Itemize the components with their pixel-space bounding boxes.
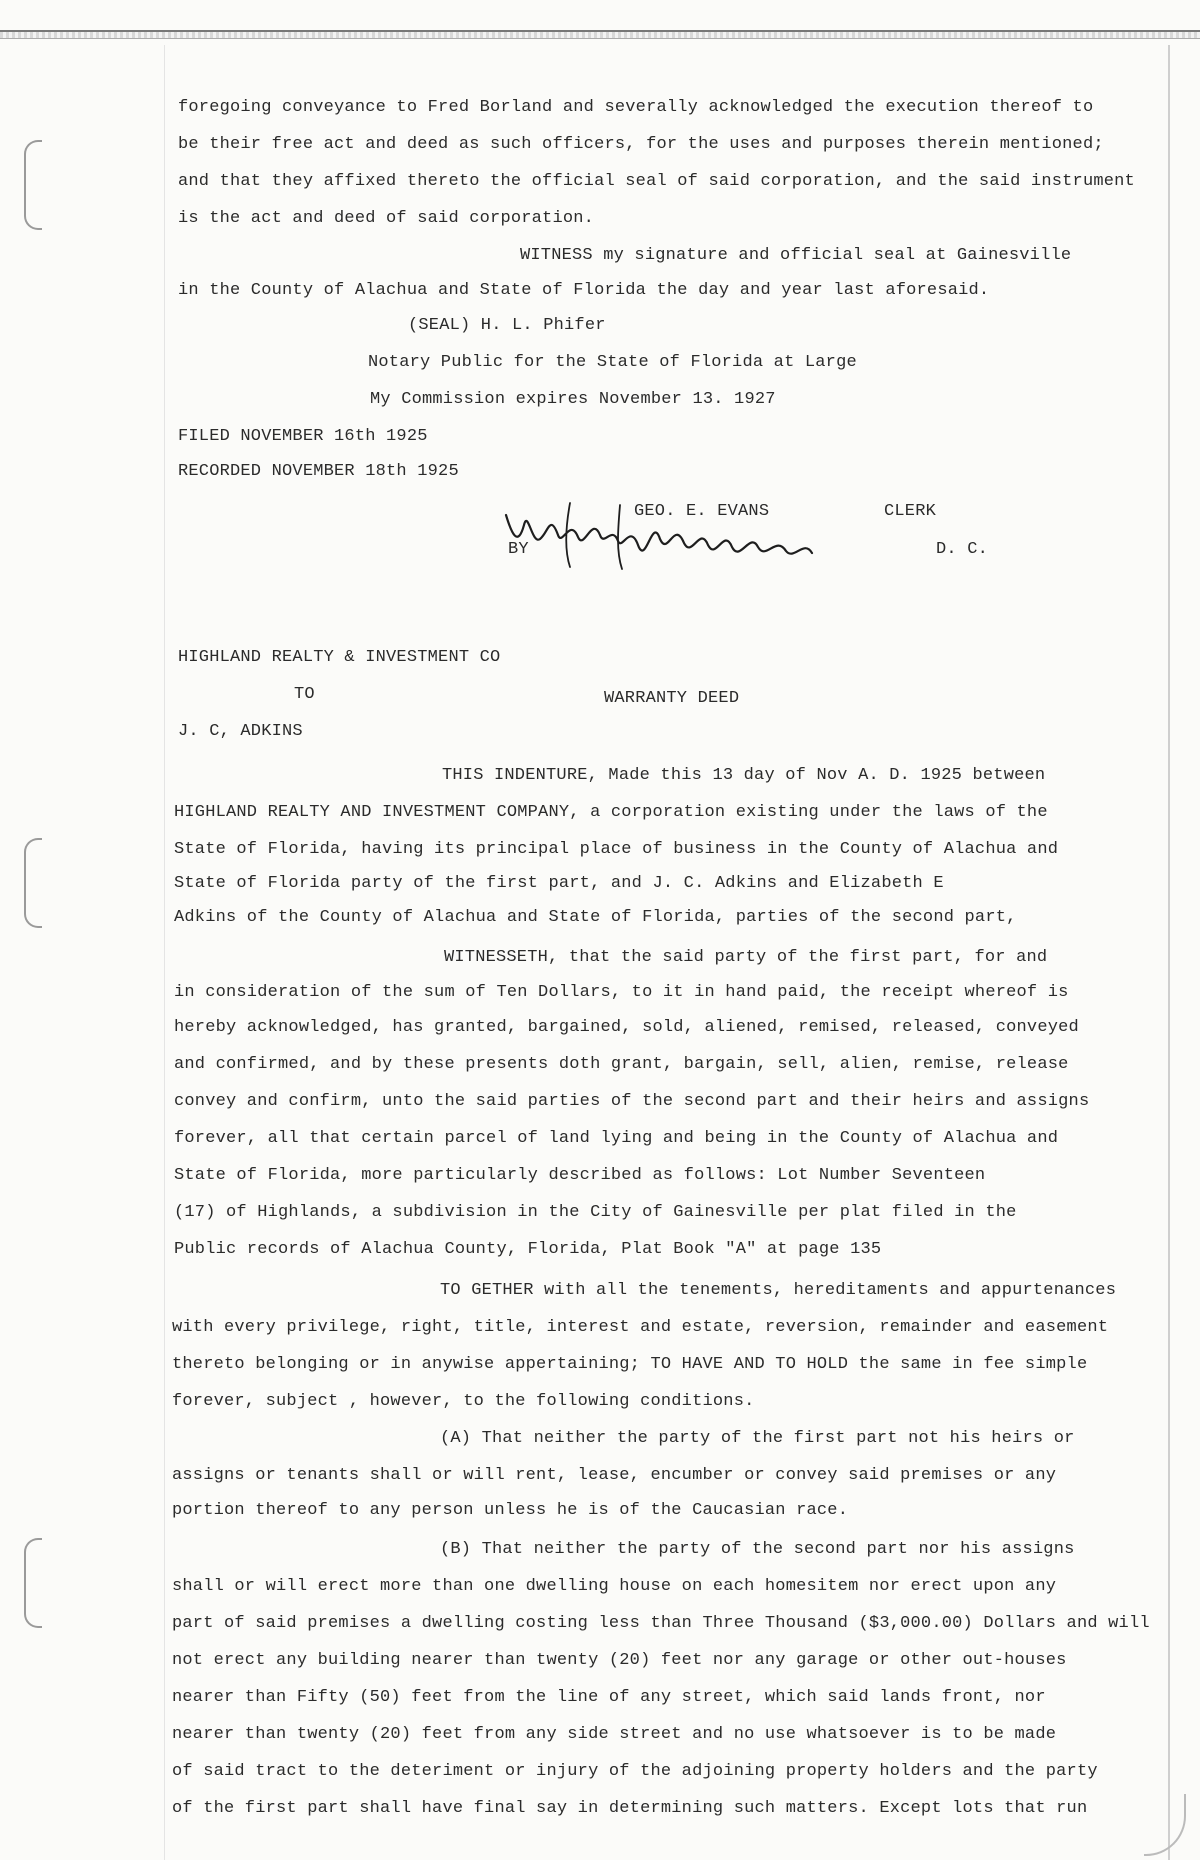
- notary-seal-name: (SEAL) H. L. Phifer: [408, 316, 606, 335]
- text-line: in consideration of the sum of Ten Dollars, to it in hand paid, the receipt whereof is: [174, 983, 1069, 1002]
- text-line: hereby acknowledged, has granted, bargained, sold, aliened, remised, released, conveyed: [174, 1018, 1079, 1037]
- text-line: (B) That neither the party of the second part nor his assigns: [440, 1540, 1075, 1559]
- text-line: nearer than twenty (20) feet from any side street and no use whatsoever is to be made: [172, 1725, 1057, 1744]
- text-line: (A) That neither the party of the first part not his heirs or: [440, 1429, 1075, 1448]
- clerk-name: GEO. E. EVANS: [634, 502, 770, 521]
- recorded-date: RECORDED NOVEMBER 18th 1925: [178, 462, 459, 481]
- text-line: of the first part shall have final say in determining such matters. Except lots that run: [172, 1799, 1088, 1818]
- notary-title: Notary Public for the State of Florida at Large: [368, 353, 857, 372]
- text-line: forever, all that certain parcel of land lying and being in the County of Alachua and: [174, 1129, 1059, 1148]
- text-line: and that they affixed thereto the official seal of said corporation, and the said instrument: [178, 172, 1135, 191]
- clerk-title: CLERK: [884, 502, 937, 521]
- text-line: part of said premises a dwelling costing less than Three Thousand ($3,000.00) Dollars and will: [172, 1614, 1150, 1633]
- text-line: shall or will erect more than one dwelling house on each homesitem nor erect upon any: [172, 1577, 1057, 1596]
- left-margin-line: [164, 45, 165, 1860]
- text-line: is the act and deed of said corporation.: [178, 209, 595, 228]
- binder-ring-icon: [24, 140, 42, 230]
- text-line: THIS INDENTURE, Made this 13 day of Nov A. D. 1925 between: [442, 766, 1046, 785]
- deed-type-heading: WARRANTY DEED: [604, 689, 740, 708]
- text-line: State of Florida, more particularly described as follows: Lot Number Seventeen: [174, 1166, 986, 1185]
- top-rule: [0, 30, 1200, 39]
- text-line: not erect any building nearer than twenty (20) feet nor any garage or other out-houses: [172, 1651, 1067, 1670]
- handwritten-signature: [500, 495, 820, 575]
- text-line: (17) of Highlands, a subdivision in the City of Gainesville per plat filed in the: [174, 1203, 1017, 1222]
- grantor-heading: HIGHLAND REALTY & INVESTMENT CO: [178, 648, 501, 667]
- right-page-edge: [1168, 45, 1170, 1860]
- text-line: of said tract to the deteriment or injury of the adjoining property holders and the party: [172, 1762, 1098, 1781]
- by-label: BY: [508, 540, 529, 559]
- text-line: convey and confirm, unto the said parties of the second part and their heirs and assigns: [174, 1092, 1090, 1111]
- page-curl: [1144, 1794, 1186, 1856]
- text-line: be their free act and deed as such officers, for the uses and purposes therein mentioned;: [178, 135, 1104, 154]
- filed-date: FILED NOVEMBER 16th 1925: [178, 427, 428, 446]
- text-line: thereto belonging or in anywise appertaining; TO HAVE AND TO HOLD the same in fee simple: [172, 1355, 1088, 1374]
- text-line: foregoing conveyance to Fred Borland and severally acknowledged the execution thereof to: [178, 98, 1094, 117]
- commission-expiry: My Commission expires November 13. 1927: [370, 390, 776, 409]
- text-line: WITNESS my signature and official seal at Gainesville: [520, 246, 1072, 265]
- binder-ring-icon: [24, 1538, 42, 1628]
- text-line: nearer than Fifty (50) feet from the line of any street, which said lands front, nor: [172, 1688, 1046, 1707]
- text-line: portion thereof to any person unless he is of the Caucasian race.: [172, 1501, 849, 1520]
- binder-ring-icon: [24, 838, 42, 928]
- grantee-heading: J. C, ADKINS: [178, 722, 303, 741]
- text-line: TO GETHER with all the tenements, hereditaments and appurtenances: [440, 1281, 1117, 1300]
- deputy-clerk-label: D. C.: [936, 540, 989, 559]
- text-line: HIGHLAND REALTY AND INVESTMENT COMPANY, a corporation existing under the laws of the: [174, 803, 1048, 822]
- to-heading: TO: [294, 685, 315, 704]
- text-line: and confirmed, and by these presents doth grant, bargain, sell, alien, remise, release: [174, 1055, 1069, 1074]
- text-line: forever, subject , however, to the following conditions.: [172, 1392, 755, 1411]
- text-line: State of Florida party of the first part, and J. C. Adkins and Elizabeth E: [174, 874, 944, 893]
- text-line: in the County of Alachua and State of Florida the day and year last aforesaid.: [178, 281, 990, 300]
- text-line: State of Florida, having its principal place of business in the County of Alachua and: [174, 840, 1059, 859]
- text-line: assigns or tenants shall or will rent, lease, encumber or convey said premises or any: [172, 1466, 1057, 1485]
- text-line: Public records of Alachua County, Florida, Plat Book "A" at page 135: [174, 1240, 882, 1259]
- text-line: Adkins of the County of Alachua and State of Florida, parties of the second part,: [174, 908, 1017, 927]
- text-line: with every privilege, right, title, interest and estate, reversion, remainder and easement: [172, 1318, 1109, 1337]
- text-line: WITNESSETH, that the said party of the first part, for and: [444, 948, 1048, 967]
